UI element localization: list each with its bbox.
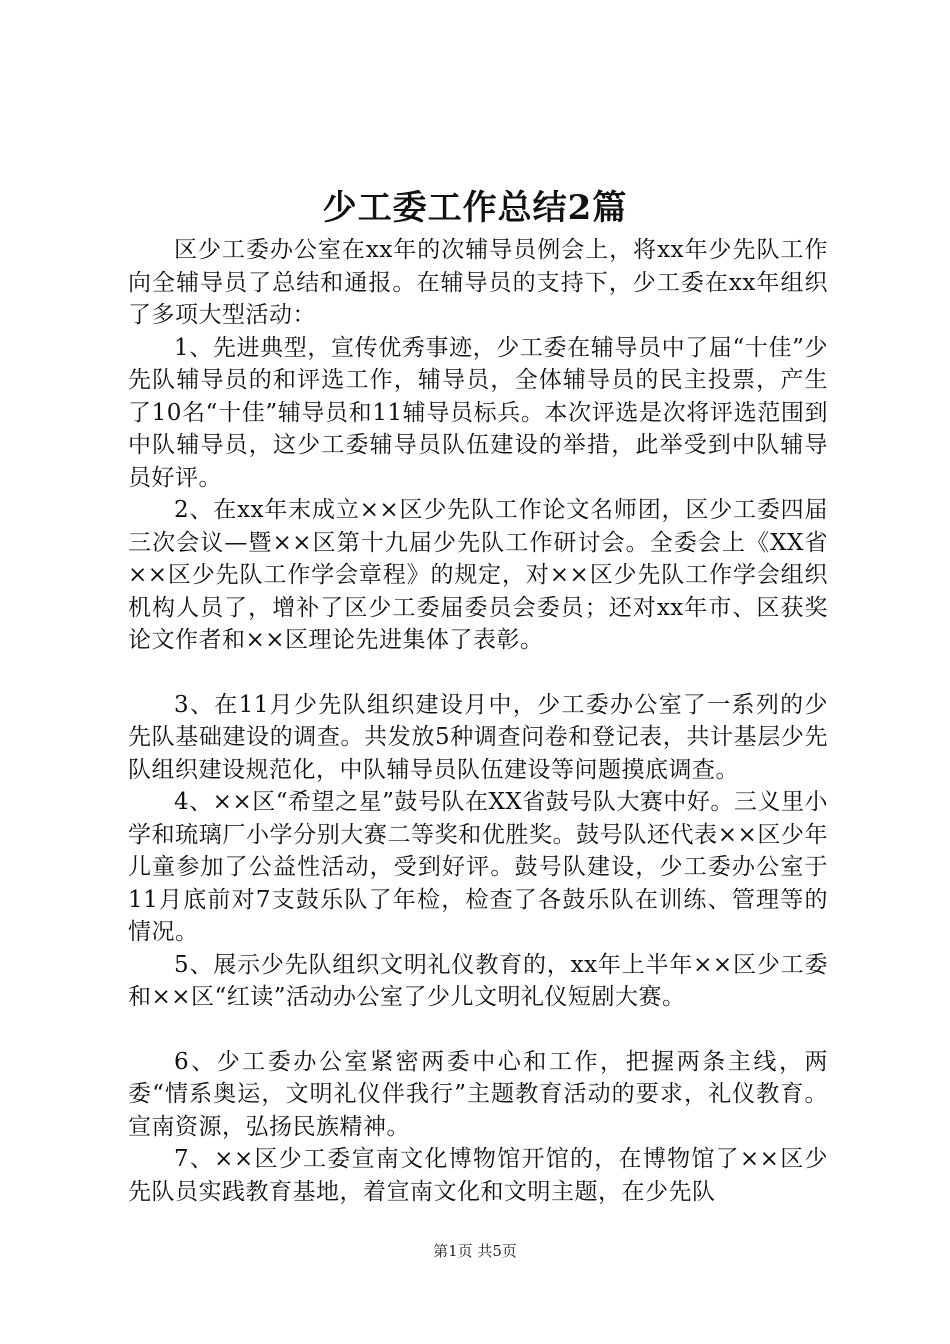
- paragraph-item-3: 3、在11月少先队组织建设月中，少工委办公室了一系列的少先队基础建设的调查。共发放5种调查问卷和登记表，共计基层少先队组织建设规范化，中队辅导员队伍建设等问题摸底调查。: [128, 691, 828, 783]
- paragraph-intro: 区少工委办公室在xx年的次辅导员例会上，将xx年少先队工作向全辅导员了总结和通报。在辅导员的支持下，少工委在xx年组织了多项大型活动：: [128, 237, 828, 328]
- paragraph-item-7: 7、××区少工委宣南文化博物馆开馆的，在博物馆了××区少先队员实践教育基地，着宣南文化和文明主题，在少先队: [128, 1146, 828, 1205]
- page-footer: 第1页 共5页: [433, 1242, 517, 1260]
- paragraph-item-4: 4、××区“希望之星”鼓号队在XX省鼓号队大赛中好。三义里小学和琉璃厂小学分别大赛二等奖和优胜奖。鼓号队还代表××区少年儿童参加了公益性活动，受到好评。鼓号队建设，少工委办公室于11月底前对7支鼓乐队了年检，检查了各鼓乐队在训练、管理等的情况。: [128, 789, 828, 945]
- document-body: [128, 234, 828, 1208]
- document-title: 少工委工作总结2篇: [322, 188, 628, 228]
- paragraph-item-6: 6、少工委办公室紧密两委中心和工作，把握两条主线，两委“情系奥运，文明礼仪伴我行”主题教育活动的要求，礼仪教育。宣南资源，弘扬民族精神。: [128, 1048, 828, 1140]
- paragraph-item-5: 5、展示少先队组织文明礼仪教育的，xx年上半年××区少工委和××区“红读”活动办公室了少儿文明礼仪短剧大赛。: [128, 951, 828, 1010]
- paragraph-item-1: 1、先进典型，宣传优秀事迹，少工委在辅导员中了届“十佳”少先队辅导员的和评选工作，辅导员，全体辅导员的民主投票，产生了10名“十佳”辅导员和11辅导员标兵。本次评选是次将评选范围到中队辅导员，这少工委辅导员队伍建设的举措，此举受到中队辅导员好评。: [128, 334, 828, 491]
- paragraph-item-2: 2、在xx年末成立××区少先队工作论文名师团，区少工委四届三次会议—暨××区第十九届少先队工作研讨会。全委会上《XX省××区少先队工作学会章程》的规定，对××区少先队工作学会组织机构人员了，增补了区少工委届委员会委员；还对xx年市、区获奖论文作者和××区理论先进集体了表彰。: [128, 497, 828, 653]
